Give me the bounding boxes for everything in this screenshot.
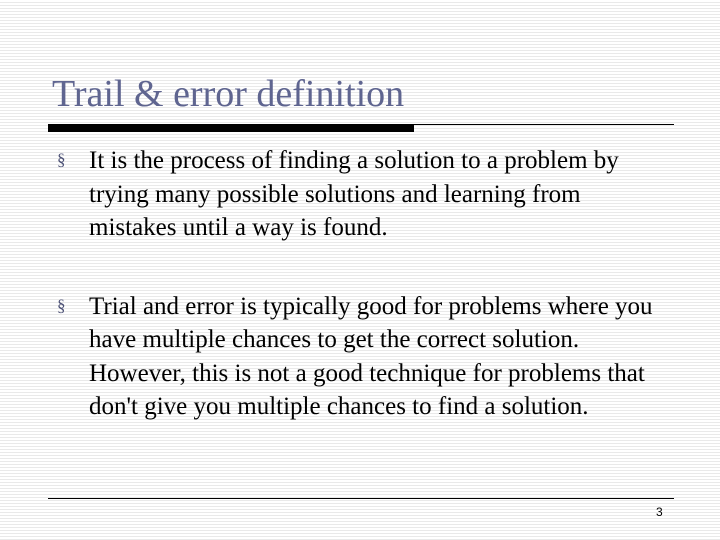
square-bullet-icon: § [57, 295, 66, 315]
slide-title: Trail & error definition [52, 73, 405, 115]
bullet-item [54, 290, 666, 424]
bullet-text: Trial and error is typically good for problems where you have multiple chances to get the correct solution. However, this is not a good technique for problems that don't give you multiple chances to find a solution. [89, 292, 653, 420]
square-bullet-icon: § [57, 150, 66, 169]
bullet-text: It is the process of finding a solution to a problem by trying many possible solutions and learning from mistakes until a way is found. [89, 147, 619, 241]
title-underline-thick [48, 124, 414, 132]
bullet-list [54, 144, 666, 424]
title-underline-thin [414, 124, 674, 125]
footer-rule [48, 498, 674, 499]
page-number: 3 [656, 505, 663, 519]
bullet-item [54, 144, 666, 245]
